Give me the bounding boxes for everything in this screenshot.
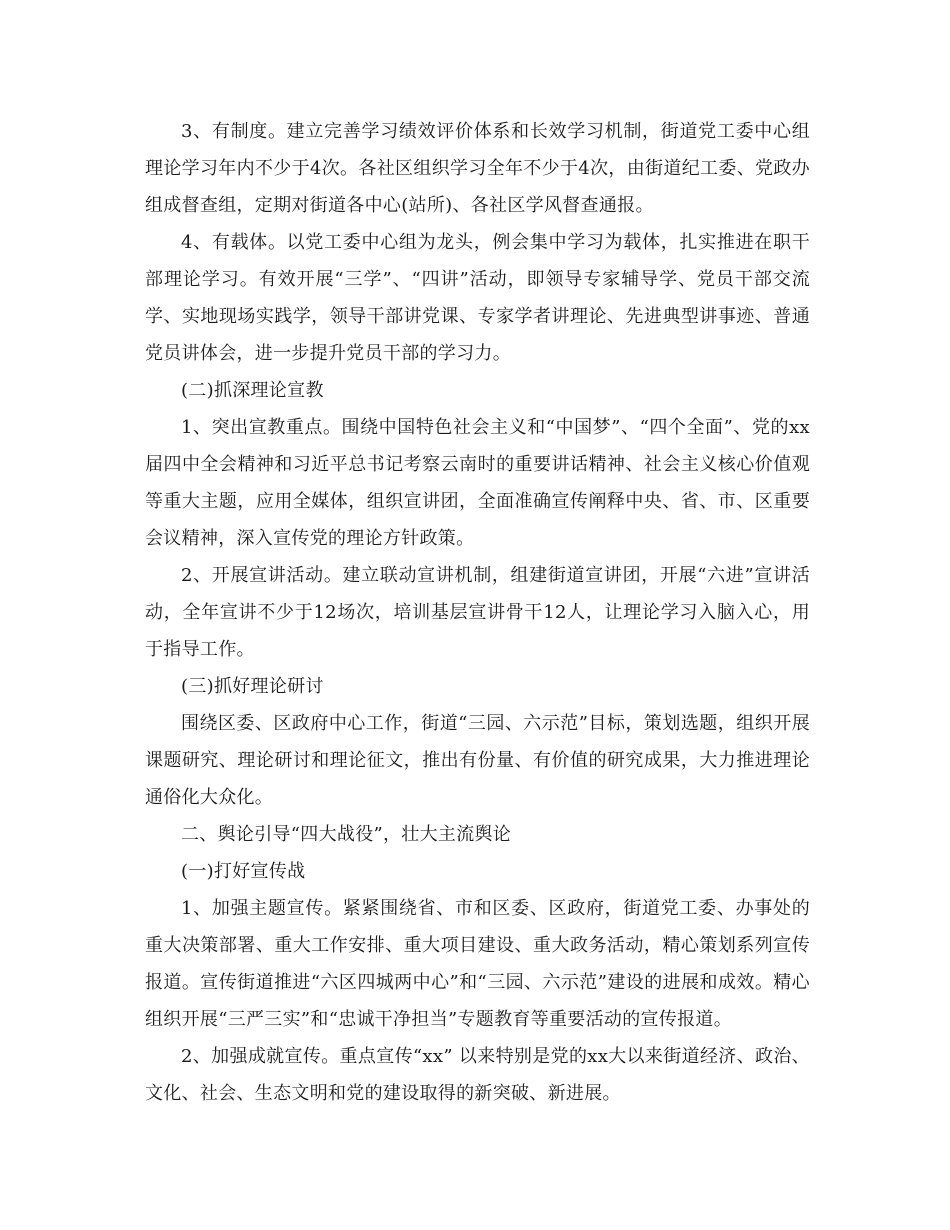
paragraph-achievement-publicity: 2、加强成就宣传。重点宣传“xx” 以来特别是党的xx大以来街道经济、政治、文化、社会、生态文明和党的建设取得的新突破、新进展。 xyxy=(145,1046,810,1104)
document-body xyxy=(145,113,810,1112)
paragraph-education-focus: 1、突出宣教重点。围绕中国特色社会主义和“中国梦”、“四个全面”、党的xx届四中全会精神和习近平总书记考察云南时的重要讲话精神、社会主义核心价值观等重大主题，应用全媒体，组织宣讲团，全面准确宣传阐释中央、省、市、区重要会议精神，深入宣传党的理论方针政策。 xyxy=(145,417,810,549)
section-heading-publicity: (一)打好宣传战 xyxy=(181,861,306,882)
section-heading-theory-research: (三)抓好理论研讨 xyxy=(181,676,324,697)
paragraph-research: 围绕区委、区政府中心工作，街道“三园、六示范”目标，策划选题，组织开展课题研究、理论研讨和理论征文，推出有份量、有价值的研究成果，大力推进理论通俗化大众化。 xyxy=(145,713,810,808)
section-heading-theory-education: (二)抓深理论宣教 xyxy=(181,380,324,401)
section-heading-public-opinion: 二、舆论引导“四大战役”，壮大主流舆论 xyxy=(181,824,512,845)
paragraph-lecture-activities: 2、开展宣讲活动。建立联动宣讲机制，组建街道宣讲团，开展“六进”宣讲活动，全年宣讲不少于12场次，培训基层宣讲骨干12人，让理论学习入脑入心，用于指导工作。 xyxy=(145,565,810,660)
paragraph-carrier: 4、有载体。以党工委中心组为龙头，例会集中学习为载体，扎实推进在职干部理论学习。有效开展“三学”、“四讲”活动，即领导专家辅导学、党员干部交流学、实地现场实践学，领导干部讲党课、专家学者讲理论、先进典型讲事迹、普通党员讲体会，进一步提升党员干部的学习力。 xyxy=(145,232,810,364)
paragraph-theme-publicity: 1、加强主题宣传。紧紧围绕省、市和区委、区政府，街道党工委、办事处的重大决策部署、重大工作安排、重大项目建设、重大政务活动，精心策划系列宣传报道。宣传街道推进“六区四城两中心”和“三园、六示范”建设的进展和成效。精心组织开展“三严三实”和“忠诚干净担当”专题教育等重要活动的宣传报道。 xyxy=(145,898,810,1030)
paragraph-institution: 3、有制度。建立完善学习绩效评价体系和长效学习机制，街道党工委中心组理论学习年内不少于4次。各社区组织学习全年不少于4次，由街道纪工委、党政办组成督查组，定期对街道各中心(站所)、各社区学风督查通报。 xyxy=(145,121,810,216)
